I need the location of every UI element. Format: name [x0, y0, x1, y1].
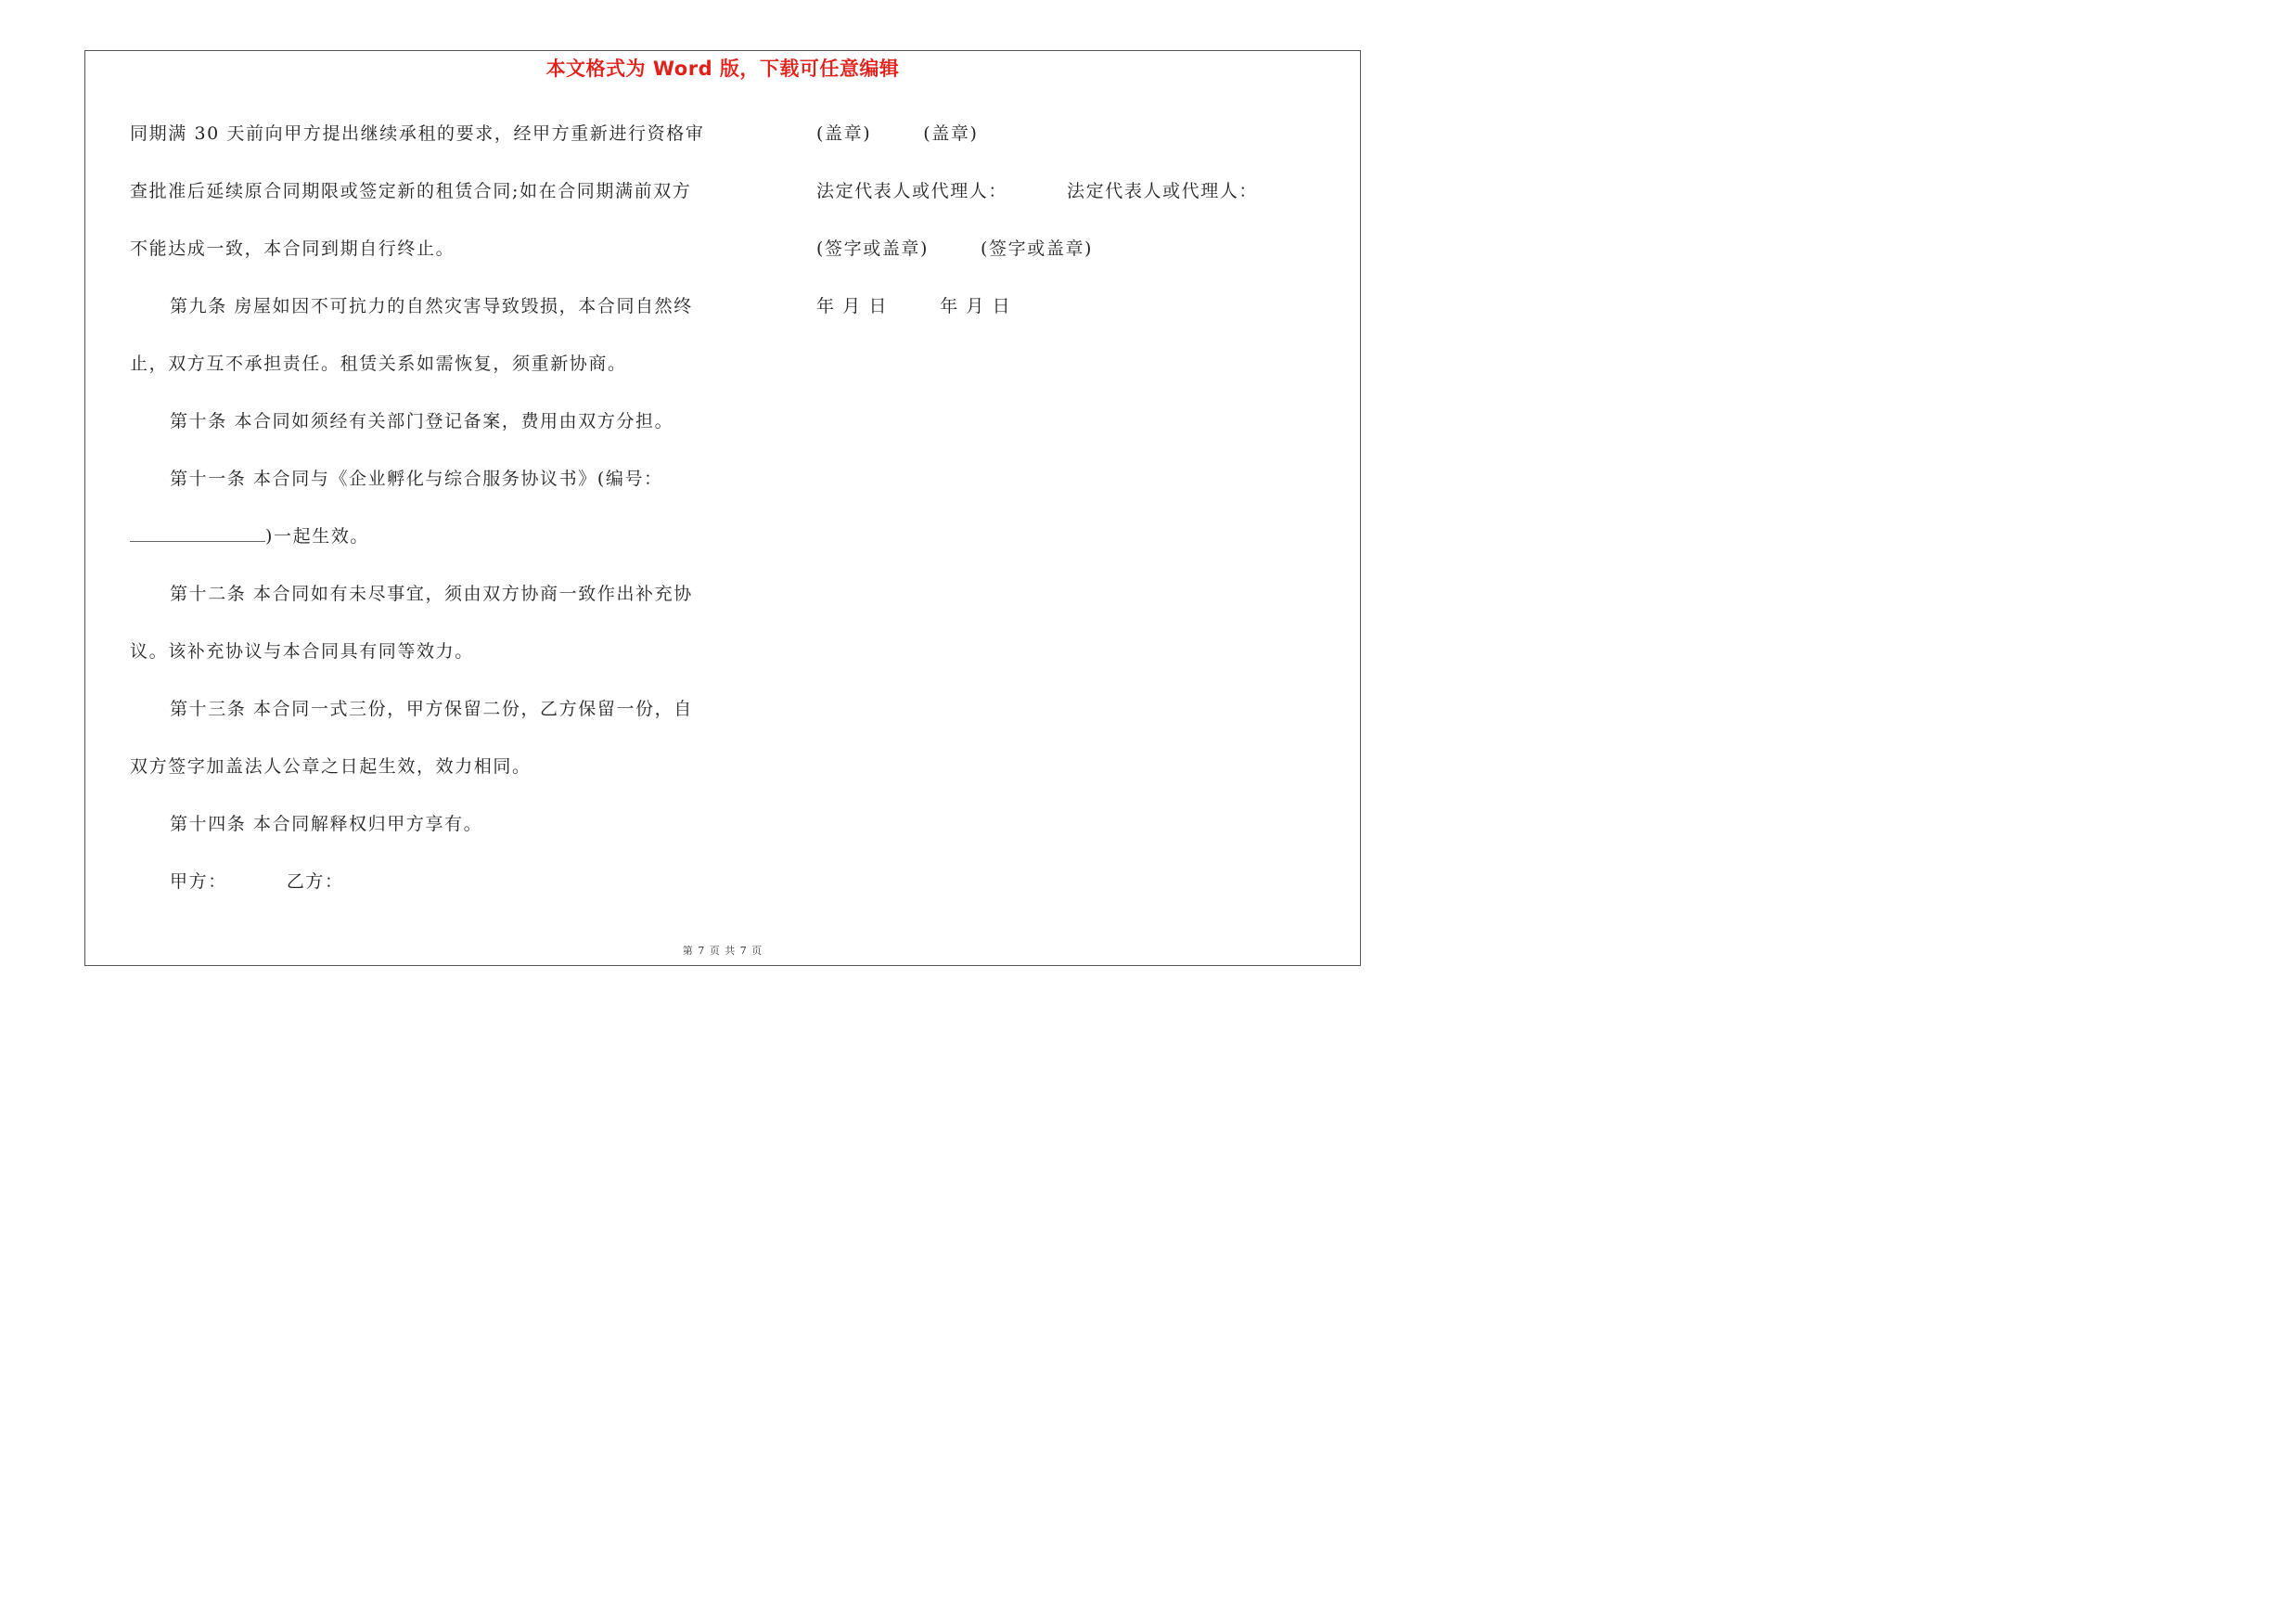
agreement-number-line: [130, 509, 710, 567]
date-b-label: 年 月 日: [940, 296, 1012, 316]
party-b-label: 乙方：: [286, 871, 344, 892]
sign-a-label: (签字或盖章): [816, 238, 930, 259]
paragraph-line: 同期满 30 天前向甲方提出继续承租的要求，经甲方重新进行资格审: [130, 123, 705, 144]
representative-b-label: 法定代表人或代理人：: [1067, 181, 1259, 201]
article-11-line: 第十一条 本合同与《企业孵化与综合服务协议书》(编号：: [170, 469, 663, 489]
paragraph-line: 不能达成一致，本合同到期自行终止。: [130, 238, 455, 259]
date-a-label: 年 月 日: [816, 296, 889, 316]
format-notice-banner: 本文格式为 Word 版，下载可任意编辑: [545, 58, 900, 80]
paragraph-line: 议。该补充协议与本合同具有同等效力。: [130, 641, 474, 662]
seal-line: [816, 107, 1336, 164]
contract-text-left-column: [130, 107, 710, 912]
paragraph-line: 止，双方互不承担责任。租赁关系如需恢复，须重新协商。: [130, 354, 627, 374]
parties-line: [130, 855, 710, 912]
paragraph-line: 双方签字加盖法人公章之日起生效，效力相同。: [130, 756, 532, 777]
page-number-footer: 第 7 页 共 7 页: [682, 945, 763, 957]
article-14-line: 第十四条 本合同解释权归甲方享有。: [170, 814, 483, 834]
article-10-line: 第十条 本合同如须经有关部门登记备案，费用由双方分担。: [170, 411, 674, 432]
seal-b-label: (盖章): [923, 123, 979, 144]
signature-right-column: [816, 107, 1336, 337]
paragraph-text: )一起生效。: [265, 526, 370, 547]
paragraph-line: 查批准后延续原合同期限或签定新的租赁合同;如在合同期满前双方: [130, 181, 692, 201]
representative-line: [816, 164, 1336, 222]
sign-b-label: (签字或盖章): [981, 238, 1094, 259]
agreement-number-blank: [130, 528, 265, 542]
seal-a-label: (盖章): [816, 123, 872, 144]
article-12-line: 第十二条 本合同如有未尽事宜，须由双方协商一致作出补充协: [170, 584, 693, 604]
article-13-line: 第十三条 本合同一式三份，甲方保留二份，乙方保留一份，自: [170, 699, 693, 719]
signature-line: [816, 222, 1336, 279]
party-a-label: 甲方：: [170, 871, 227, 892]
article-9-line: 第九条 房屋如因不可抗力的自然灾害导致毁损，本合同自然终: [170, 296, 693, 316]
representative-a-label: 法定代表人或代理人：: [816, 181, 1008, 201]
date-line: [816, 279, 1336, 337]
